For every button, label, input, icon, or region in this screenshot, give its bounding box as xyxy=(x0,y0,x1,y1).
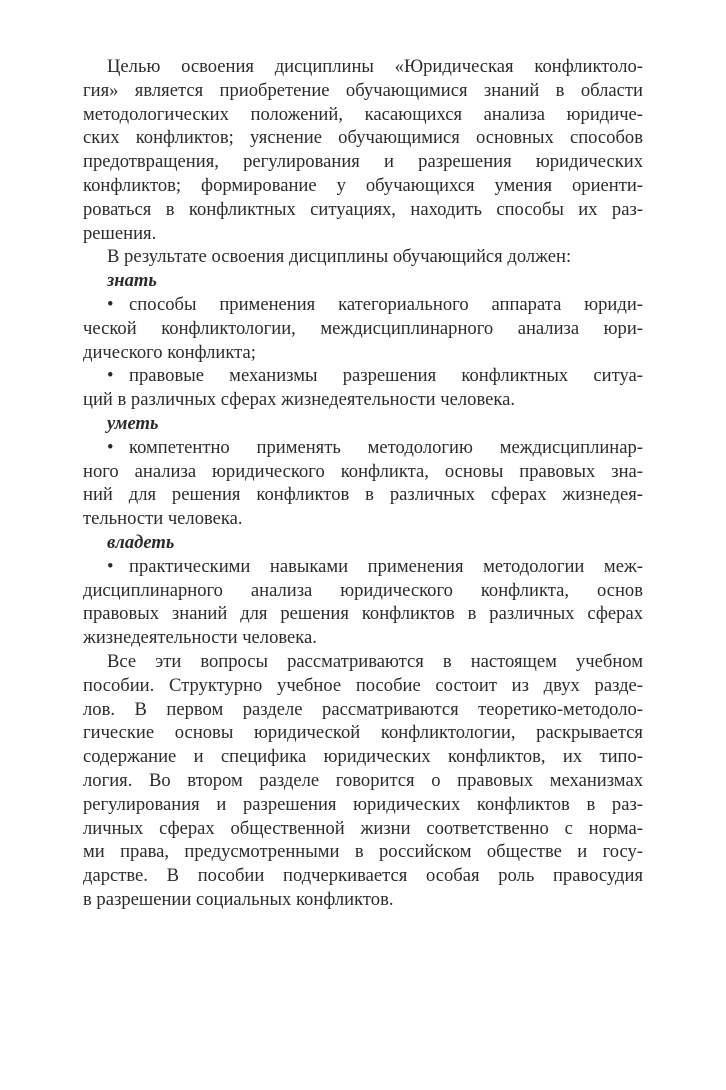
bullet-text: компетентно применять методологию междисциплинар- xyxy=(129,436,643,458)
text-line: лов. В первом разделе рассматриваются теоретико-методоло- xyxy=(83,698,643,720)
text-line: личных сферах общественной жизни соответственно с норма- xyxy=(83,817,643,839)
text-line: Все эти вопросы рассматриваются в настоящем учебном xyxy=(107,650,643,672)
text-line: пособии. Структурно учебное пособие состоит из двух разде- xyxy=(83,674,643,696)
bullet-text: способы применения категориального аппарата юриди- xyxy=(129,293,643,315)
intro-paragraph xyxy=(83,55,643,245)
text-line: регулирования и разрешения юридических конфликтов в раз- xyxy=(83,793,643,815)
bullet-marker: • xyxy=(107,436,114,458)
bullet-line xyxy=(83,436,643,460)
know-bullet-2 xyxy=(83,364,643,412)
bullet-text: практическими навыками применения методологии меж- xyxy=(129,555,643,577)
heading-able: уметь xyxy=(107,412,159,434)
text-line: ций в различных сферах жизнедеятельности человека. xyxy=(83,389,516,411)
text-line: решения. xyxy=(83,222,157,244)
bullet-text: правовые механизмы разрешения конфликтных ситуа- xyxy=(129,365,643,387)
text-line: предотвращения, регулирования и разрешения юридических xyxy=(83,151,643,173)
bullet-line xyxy=(83,364,643,388)
text-line: методологических положений, касающихся анализа юридиче- xyxy=(83,103,643,125)
text-line: гические основы юридической конфликтологии, раскрывается xyxy=(83,722,643,744)
text-line: дарстве. В пособии подчеркивается особая роль правосудия xyxy=(83,865,643,887)
text-line: логия. Во втором разделе говорится о правовых механизмах xyxy=(83,769,643,791)
bullet-marker: • xyxy=(107,293,114,315)
text-line: жизнедеятельности человека. xyxy=(83,627,317,649)
bullet-line xyxy=(83,555,643,579)
text-line: роваться в конфликтных ситуациях, находить способы их раз- xyxy=(83,198,643,220)
master-bullet-1 xyxy=(83,555,643,650)
text-line: правовых знаний для решения конфликтов в различных сферах xyxy=(83,603,643,625)
text-line: конфликтов; формирование у обучающихся умения ориенти- xyxy=(83,174,643,196)
text-line: ских конфликтов; уяснение обучающимися основных способов xyxy=(83,127,643,149)
text-line: гия» является приобретение обучающимися знаний в области xyxy=(83,79,643,101)
requirements-intro: В результате освоения дисциплины обучающийся должен: xyxy=(107,246,572,268)
text-line: Целью освоения дисциплины «Юридическая конфликтоло- xyxy=(107,56,643,77)
text-line: дического конфликта; xyxy=(83,341,256,363)
text-line: ного анализа юридического конфликта, основы правовых зна- xyxy=(83,460,643,482)
know-bullet-1 xyxy=(83,293,643,364)
text-line: ми права, предусмотренными в российском обществе и госу- xyxy=(83,841,643,863)
bullet-line xyxy=(83,293,643,317)
text-line: в разрешении социальных конфликтов. xyxy=(83,888,394,910)
text-line: дисциплинарного анализа юридического конфликта, основ xyxy=(83,579,643,601)
document-page xyxy=(83,55,643,912)
text-line: ческой конфликтологии, междисциплинарного анализа юри- xyxy=(83,317,643,339)
summary-paragraph xyxy=(83,650,643,912)
heading-master: владеть xyxy=(107,531,175,553)
text-line: содержание и специфика юридических конфликтов, их типо- xyxy=(83,746,643,768)
text-line: ний для решения конфликтов в различных сферах жизнедея- xyxy=(83,484,643,506)
able-bullet-1 xyxy=(83,436,643,531)
bullet-marker: • xyxy=(107,365,114,387)
bullet-marker: • xyxy=(107,555,114,577)
heading-know: знать xyxy=(107,270,157,292)
text-line: тельности человека. xyxy=(83,508,243,530)
